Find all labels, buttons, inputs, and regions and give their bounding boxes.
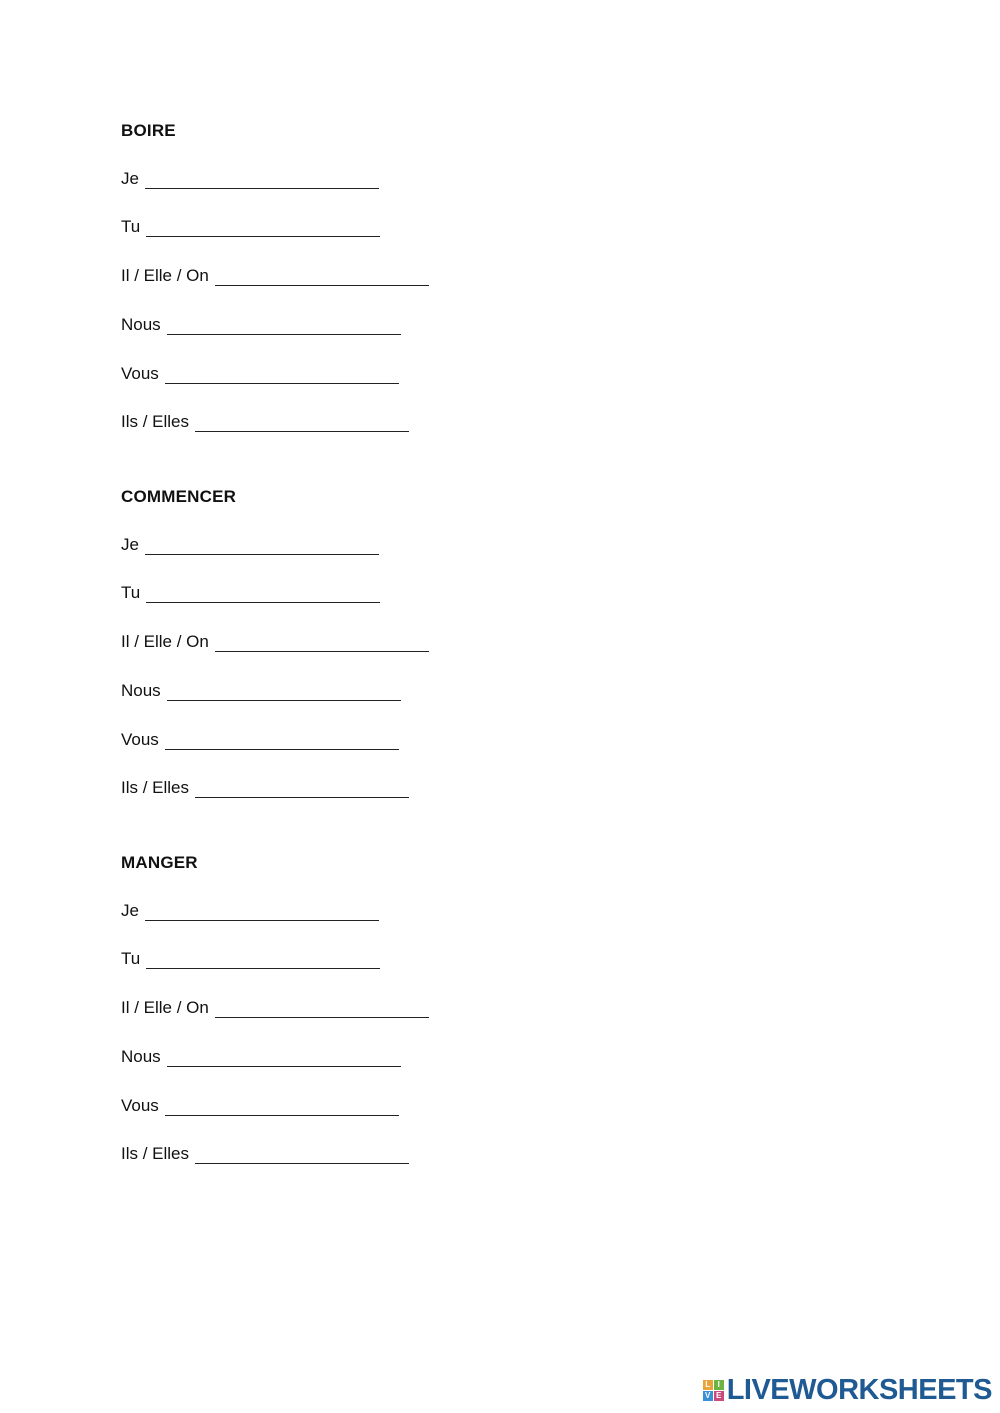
- answer-field-boire-je[interactable]: [145, 170, 379, 189]
- pronoun-label: Je: [121, 535, 139, 554]
- answer-field-commencer-vous[interactable]: [165, 731, 399, 750]
- answer-field-boire-ils[interactable]: [195, 413, 409, 432]
- logo-letter-v: V: [703, 1391, 713, 1401]
- answer-field-commencer-nous[interactable]: [167, 682, 401, 701]
- conjugation-row-boire-vous: [121, 364, 399, 388]
- verb-title-commencer: COMMENCER: [121, 487, 237, 506]
- conjugation-row-commencer-il: [121, 632, 429, 656]
- liveworksheets-icon: [703, 1380, 724, 1401]
- answer-field-manger-nous[interactable]: [167, 1048, 401, 1067]
- pronoun-label: Vous: [121, 1096, 159, 1115]
- answer-field-manger-il[interactable]: [215, 999, 429, 1018]
- answer-field-manger-tu[interactable]: [146, 950, 380, 969]
- conjugation-row-boire-tu: [121, 217, 380, 241]
- pronoun-label: Je: [121, 901, 139, 920]
- verb-title-manger: MANGER: [121, 853, 198, 872]
- conjugation-row-boire-nous: [121, 315, 401, 339]
- verb-title-boire: BOIRE: [121, 121, 176, 140]
- conjugation-row-manger-nous: [121, 1047, 401, 1071]
- pronoun-label: Tu: [121, 949, 141, 968]
- pronoun-label: Nous: [121, 1047, 161, 1066]
- pronoun-label: Vous: [121, 364, 159, 383]
- conjugation-row-manger-il: [121, 998, 429, 1022]
- brand-name: LIVEWORKSHEETS: [726, 1374, 992, 1406]
- answer-field-commencer-tu[interactable]: [146, 584, 380, 603]
- pronoun-label: Ils / Elles: [121, 778, 190, 797]
- conjugation-row-manger-tu: [121, 949, 380, 973]
- conjugation-row-manger-vous: [121, 1096, 399, 1120]
- answer-field-commencer-je[interactable]: [145, 536, 379, 555]
- conjugation-row-commencer-vous: [121, 730, 399, 754]
- logo-letter-e: E: [714, 1391, 724, 1401]
- answer-field-boire-nous[interactable]: [167, 316, 401, 335]
- liveworksheets-logo[interactable]: [703, 1374, 992, 1407]
- pronoun-label: Ils / Elles: [121, 1144, 190, 1163]
- pronoun-label: Il / Elle / On: [121, 632, 209, 651]
- pronoun-label: Tu: [121, 583, 141, 602]
- conjugation-row-boire-ils: [121, 412, 409, 436]
- pronoun-label: Il / Elle / On: [121, 266, 209, 285]
- pronoun-label: Tu: [121, 217, 141, 236]
- conjugation-row-commencer-tu: [121, 583, 380, 607]
- conjugation-row-commencer-nous: [121, 681, 401, 705]
- pronoun-label: Vous: [121, 730, 159, 749]
- logo-letter-i: I: [714, 1380, 724, 1390]
- answer-field-manger-ils[interactable]: [195, 1145, 409, 1164]
- answer-field-boire-il[interactable]: [215, 267, 429, 286]
- conjugation-row-commencer-je: [121, 535, 379, 559]
- pronoun-label: Nous: [121, 315, 161, 334]
- pronoun-label: Il / Elle / On: [121, 998, 209, 1017]
- answer-field-manger-je[interactable]: [145, 902, 379, 921]
- pronoun-label: Je: [121, 169, 139, 188]
- logo-letter-l: L: [703, 1380, 713, 1390]
- pronoun-label: Nous: [121, 681, 161, 700]
- answer-field-commencer-ils[interactable]: [195, 779, 409, 798]
- answer-field-commencer-il[interactable]: [215, 633, 429, 652]
- pronoun-label: Ils / Elles: [121, 412, 190, 431]
- answer-field-manger-vous[interactable]: [165, 1097, 399, 1116]
- answer-field-boire-vous[interactable]: [165, 365, 399, 384]
- conjugation-row-commencer-ils: [121, 778, 409, 802]
- answer-field-boire-tu[interactable]: [146, 218, 380, 237]
- conjugation-row-boire-il: [121, 266, 429, 290]
- conjugation-row-manger-je: [121, 901, 379, 925]
- conjugation-row-manger-ils: [121, 1144, 409, 1168]
- conjugation-row-boire-je: [121, 169, 379, 193]
